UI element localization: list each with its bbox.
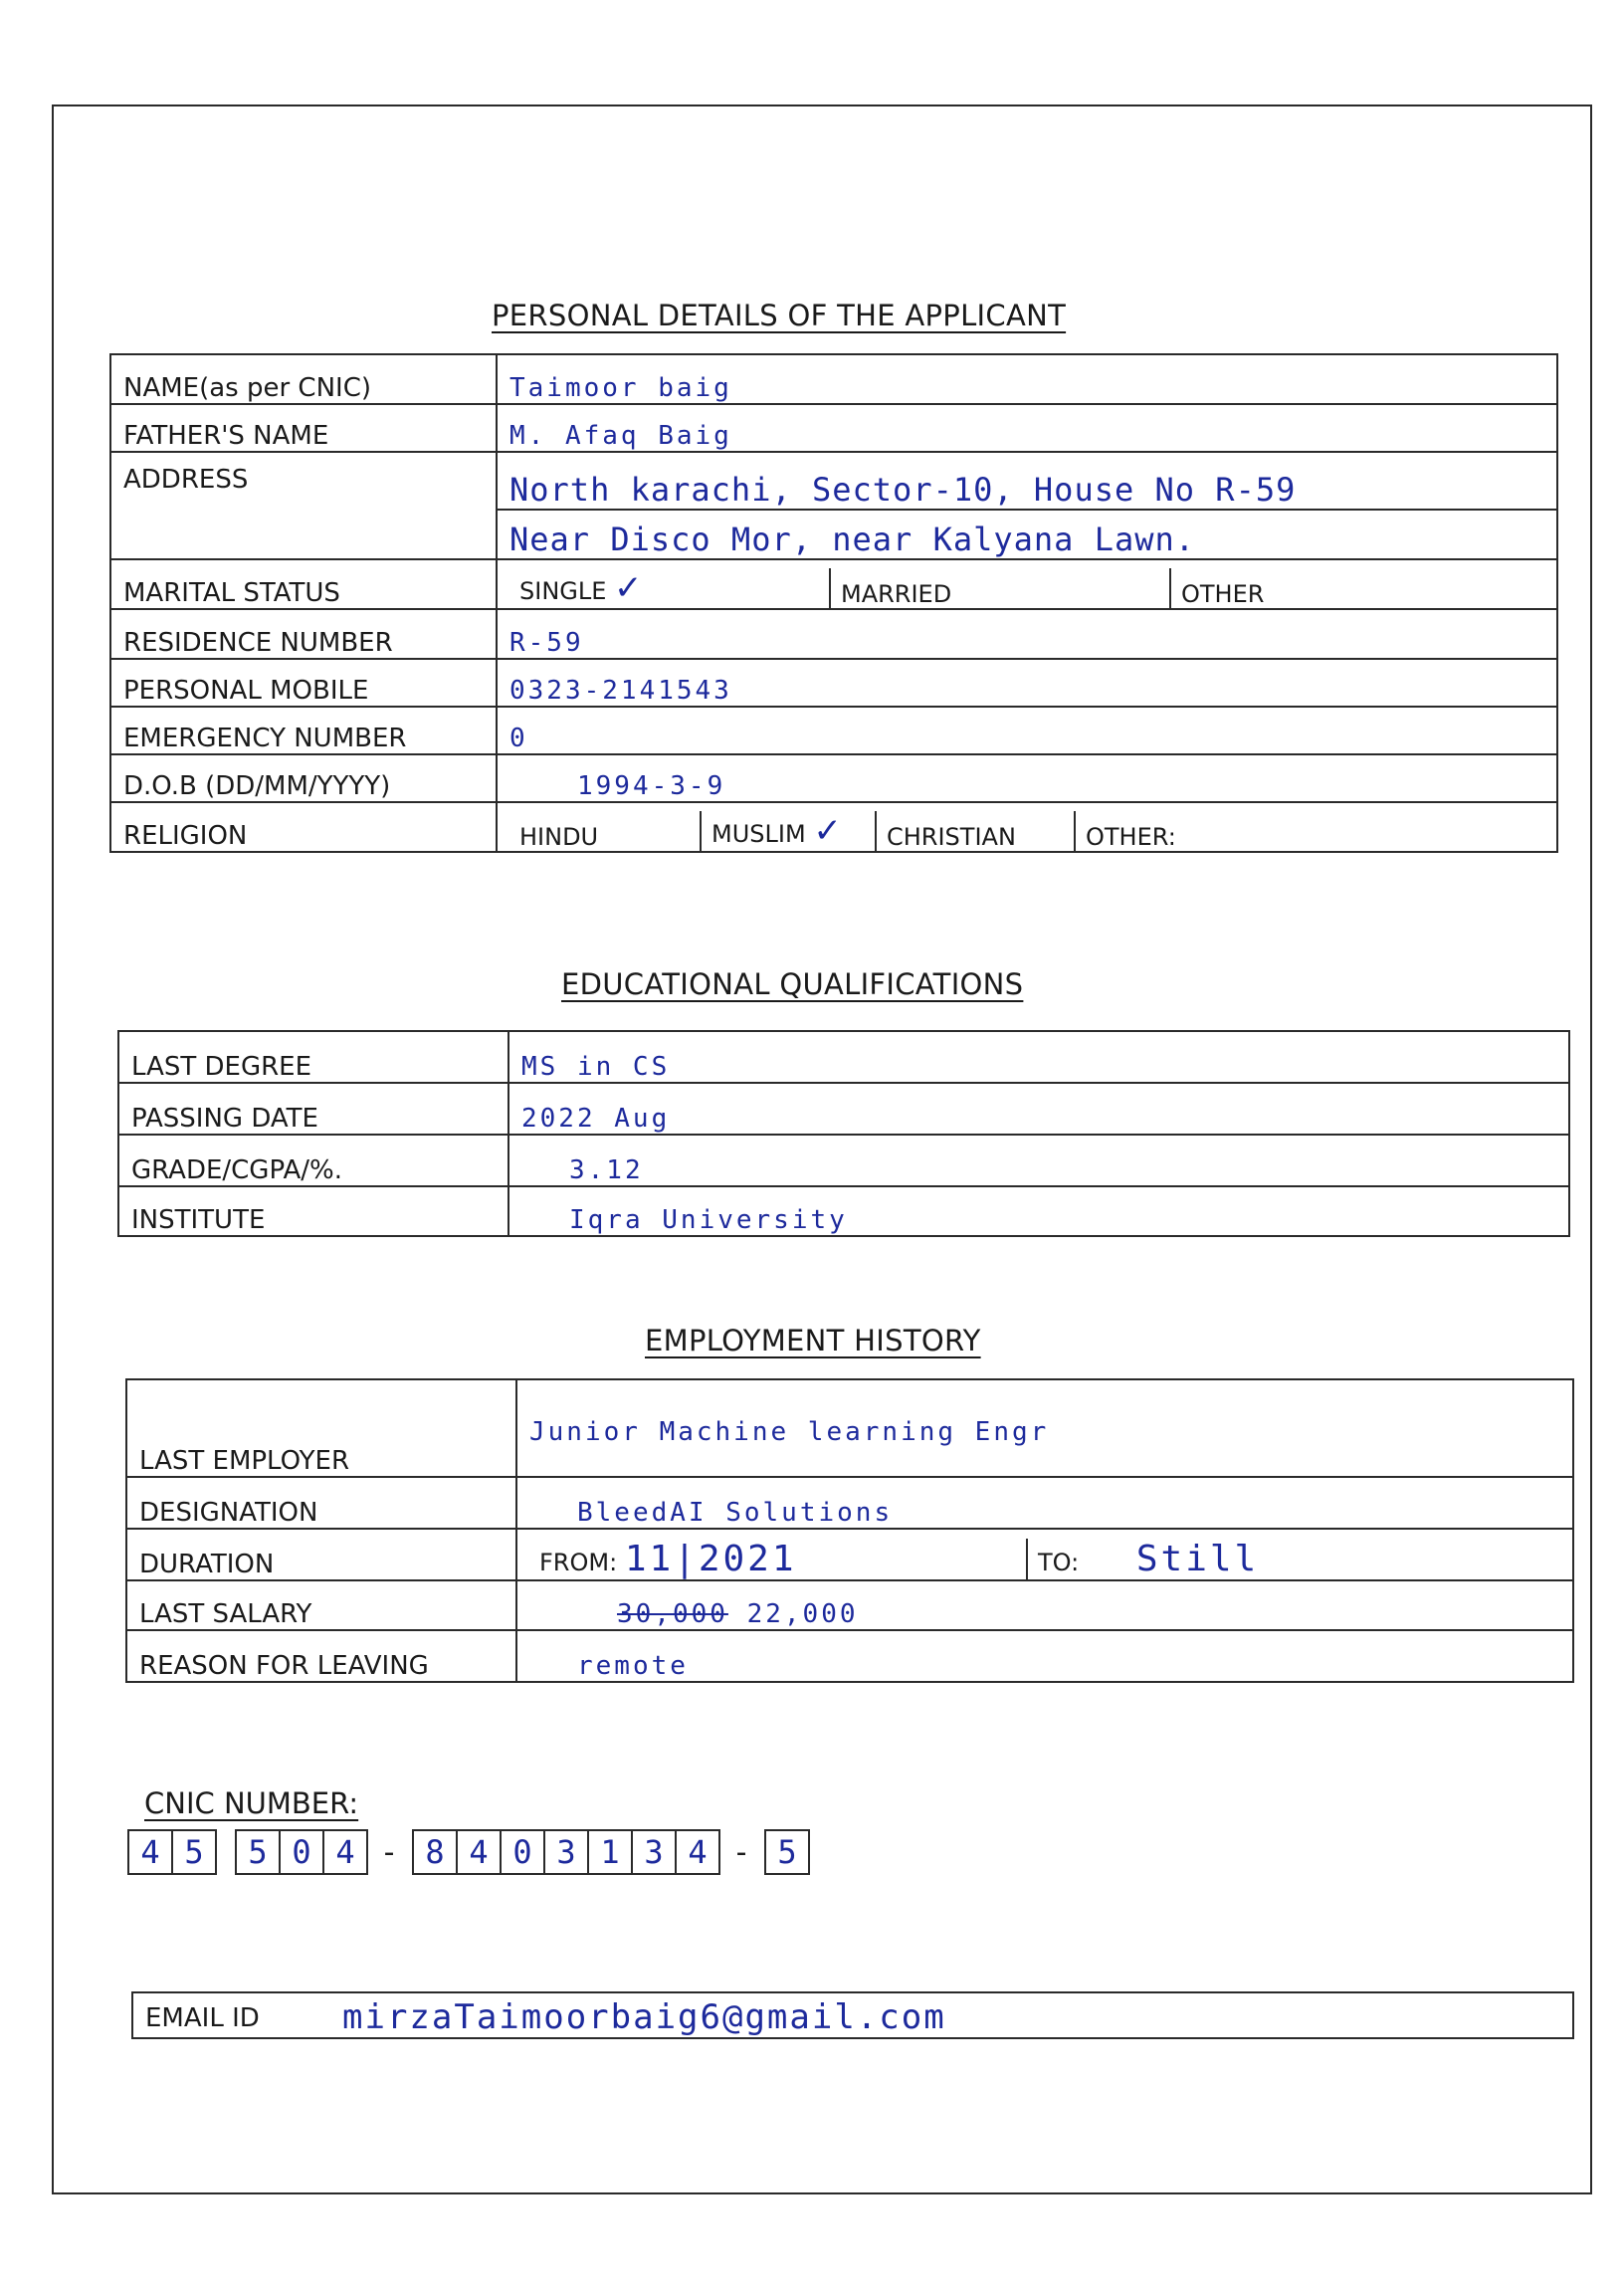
to-label: TO: <box>1038 1549 1080 1576</box>
passing-date-label: PASSING DATE <box>118 1083 508 1135</box>
christian-label: CHRISTIAN <box>887 823 1016 851</box>
mobile-row <box>110 659 1557 707</box>
residence-number-label: RESIDENCE NUMBER <box>110 609 497 659</box>
personal-details-table <box>109 353 1558 853</box>
personal-mobile-field[interactable]: 0323-2141543 <box>497 659 1557 707</box>
muslim-label: MUSLIM <box>711 820 806 848</box>
emergency-number-label: EMERGENCY NUMBER <box>110 707 497 754</box>
cnic-digit-box[interactable]: 3 <box>631 1829 677 1875</box>
cnic-digit-box[interactable]: 5 <box>171 1829 217 1875</box>
salary-value: 22,000 <box>746 1599 859 1629</box>
cnic-digit-box[interactable]: 0 <box>500 1829 545 1875</box>
designation-field[interactable]: BleedAI Solutions <box>516 1477 1573 1529</box>
last-salary-field[interactable] <box>516 1580 1573 1630</box>
other-label: OTHER <box>1181 580 1265 608</box>
duration-label: DURATION <box>126 1529 516 1580</box>
cnic-digit-box[interactable]: 4 <box>456 1829 502 1875</box>
marital-row <box>110 559 1557 609</box>
personal-mobile-label: PERSONAL MOBILE <box>110 659 497 707</box>
last-employer-field[interactable]: Junior Machine learning Engr <box>516 1379 1573 1477</box>
employer-row <box>126 1379 1573 1477</box>
employment-section-title: EMPLOYMENT HISTORY <box>645 1324 981 1357</box>
cnic-digit-box[interactable]: 4 <box>127 1829 173 1875</box>
cnic-digit-box[interactable]: 4 <box>322 1829 368 1875</box>
last-degree-label: LAST DEGREE <box>118 1031 508 1083</box>
designation-row <box>126 1477 1573 1529</box>
address-line2-field[interactable]: Near Disco Mor, near Kalyana Lawn. <box>497 510 1557 559</box>
education-table <box>117 1030 1570 1237</box>
marital-status-label: MARITAL STATUS <box>110 559 497 609</box>
hindu-label: HINDU <box>519 823 599 851</box>
married-label: MARRIED <box>841 580 952 608</box>
education-section-title: EDUCATIONAL QUALIFICATIONS <box>561 967 1024 1001</box>
address-line1-field[interactable]: North karachi, Sector-10, House No R-59 <box>497 452 1557 510</box>
single-checkmark-icon: ✓ <box>614 568 643 608</box>
religion-option-muslim[interactable] <box>701 811 876 851</box>
passing-row <box>118 1083 1569 1135</box>
reason-for-leaving-field[interactable]: remote <box>516 1630 1573 1682</box>
from-label: FROM: <box>539 1549 618 1576</box>
salary-row <box>126 1580 1573 1630</box>
marital-option-married[interactable] <box>830 568 1170 608</box>
grade-label: GRADE/CGPA/%. <box>118 1135 508 1186</box>
grade-field[interactable]: 3.12 <box>508 1135 1569 1186</box>
name-label: NAME(as per CNIC) <box>110 354 497 404</box>
cnic-digit-box[interactable]: 1 <box>587 1829 633 1875</box>
cnic-digit-box[interactable]: 8 <box>412 1829 458 1875</box>
emergency-number-field[interactable]: 0 <box>497 707 1557 754</box>
cnic-separator: - <box>735 1834 747 1870</box>
institute-row <box>118 1186 1569 1236</box>
reason-row <box>126 1630 1573 1682</box>
religion-other-label: OTHER: <box>1086 823 1176 851</box>
reason-for-leaving-label: REASON FOR LEAVING <box>126 1630 516 1682</box>
last-salary-label: LAST SALARY <box>126 1580 516 1630</box>
dob-field[interactable]: 1994-3-9 <box>497 754 1557 802</box>
name-field[interactable]: Taimoor baig <box>497 354 1557 404</box>
salary-struck-value: 30,000 <box>617 1599 728 1629</box>
last-degree-field[interactable]: MS in CS <box>508 1031 1569 1083</box>
designation-label: DESIGNATION <box>126 1477 516 1529</box>
institute-label: INSTITUTE <box>118 1186 508 1236</box>
emergency-row <box>110 707 1557 754</box>
father-row <box>110 404 1557 452</box>
religion-option-christian[interactable] <box>876 811 1075 851</box>
cnic-digit-box[interactable]: 4 <box>675 1829 720 1875</box>
address-row <box>110 452 1557 510</box>
employment-table <box>125 1378 1574 1683</box>
cnic-separator: - <box>383 1834 395 1870</box>
duration-to-cell[interactable] <box>1027 1539 1560 1579</box>
cnic-title: CNIC NUMBER: <box>144 1786 359 1820</box>
religion-option-other[interactable] <box>1075 811 1544 851</box>
email-label: EMAIL ID <box>131 1991 330 2039</box>
father-name-label: FATHER'S NAME <box>110 404 497 452</box>
personal-section-title: PERSONAL DETAILS OF THE APPLICANT <box>492 299 1067 332</box>
religion-row <box>110 802 1557 852</box>
cnic-digit-box[interactable]: 5 <box>764 1829 810 1875</box>
duration-from-cell[interactable] <box>529 1539 1027 1579</box>
address-label: ADDRESS <box>110 452 497 559</box>
cnic-digit-box[interactable]: 3 <box>543 1829 589 1875</box>
duration-row <box>126 1529 1573 1580</box>
name-row <box>110 354 1557 404</box>
passing-date-field[interactable]: 2022 Aug <box>508 1083 1569 1135</box>
marital-option-other[interactable] <box>1170 568 1544 608</box>
single-label: SINGLE <box>519 577 607 605</box>
last-employer-label: LAST EMPLOYER <box>126 1379 516 1477</box>
residence-number-field[interactable]: R-59 <box>497 609 1557 659</box>
to-field: Still <box>1135 1539 1260 1579</box>
dob-label: D.O.B (DD/MM/YYYY) <box>110 754 497 802</box>
grade-row <box>118 1135 1569 1186</box>
religion-label: RELIGION <box>110 802 497 852</box>
dob-row <box>110 754 1557 802</box>
marital-option-single[interactable] <box>509 568 830 608</box>
cnic-digit-box[interactable]: 5 <box>235 1829 281 1875</box>
institute-field[interactable]: Iqra University <box>508 1186 1569 1236</box>
cnic-input-row <box>127 1829 808 1875</box>
degree-row <box>118 1031 1569 1083</box>
residence-row <box>110 609 1557 659</box>
from-field: 11|2021 <box>624 1539 797 1579</box>
email-value: mirzaTaimoorbaig6@gmail.com <box>342 1997 946 2037</box>
father-name-field[interactable]: M. Afaq Baig <box>497 404 1557 452</box>
cnic-digit-box[interactable]: 0 <box>279 1829 324 1875</box>
muslim-checkmark-icon: ✓ <box>813 811 842 851</box>
email-field[interactable] <box>330 1991 1574 2039</box>
religion-option-hindu[interactable] <box>509 811 701 851</box>
